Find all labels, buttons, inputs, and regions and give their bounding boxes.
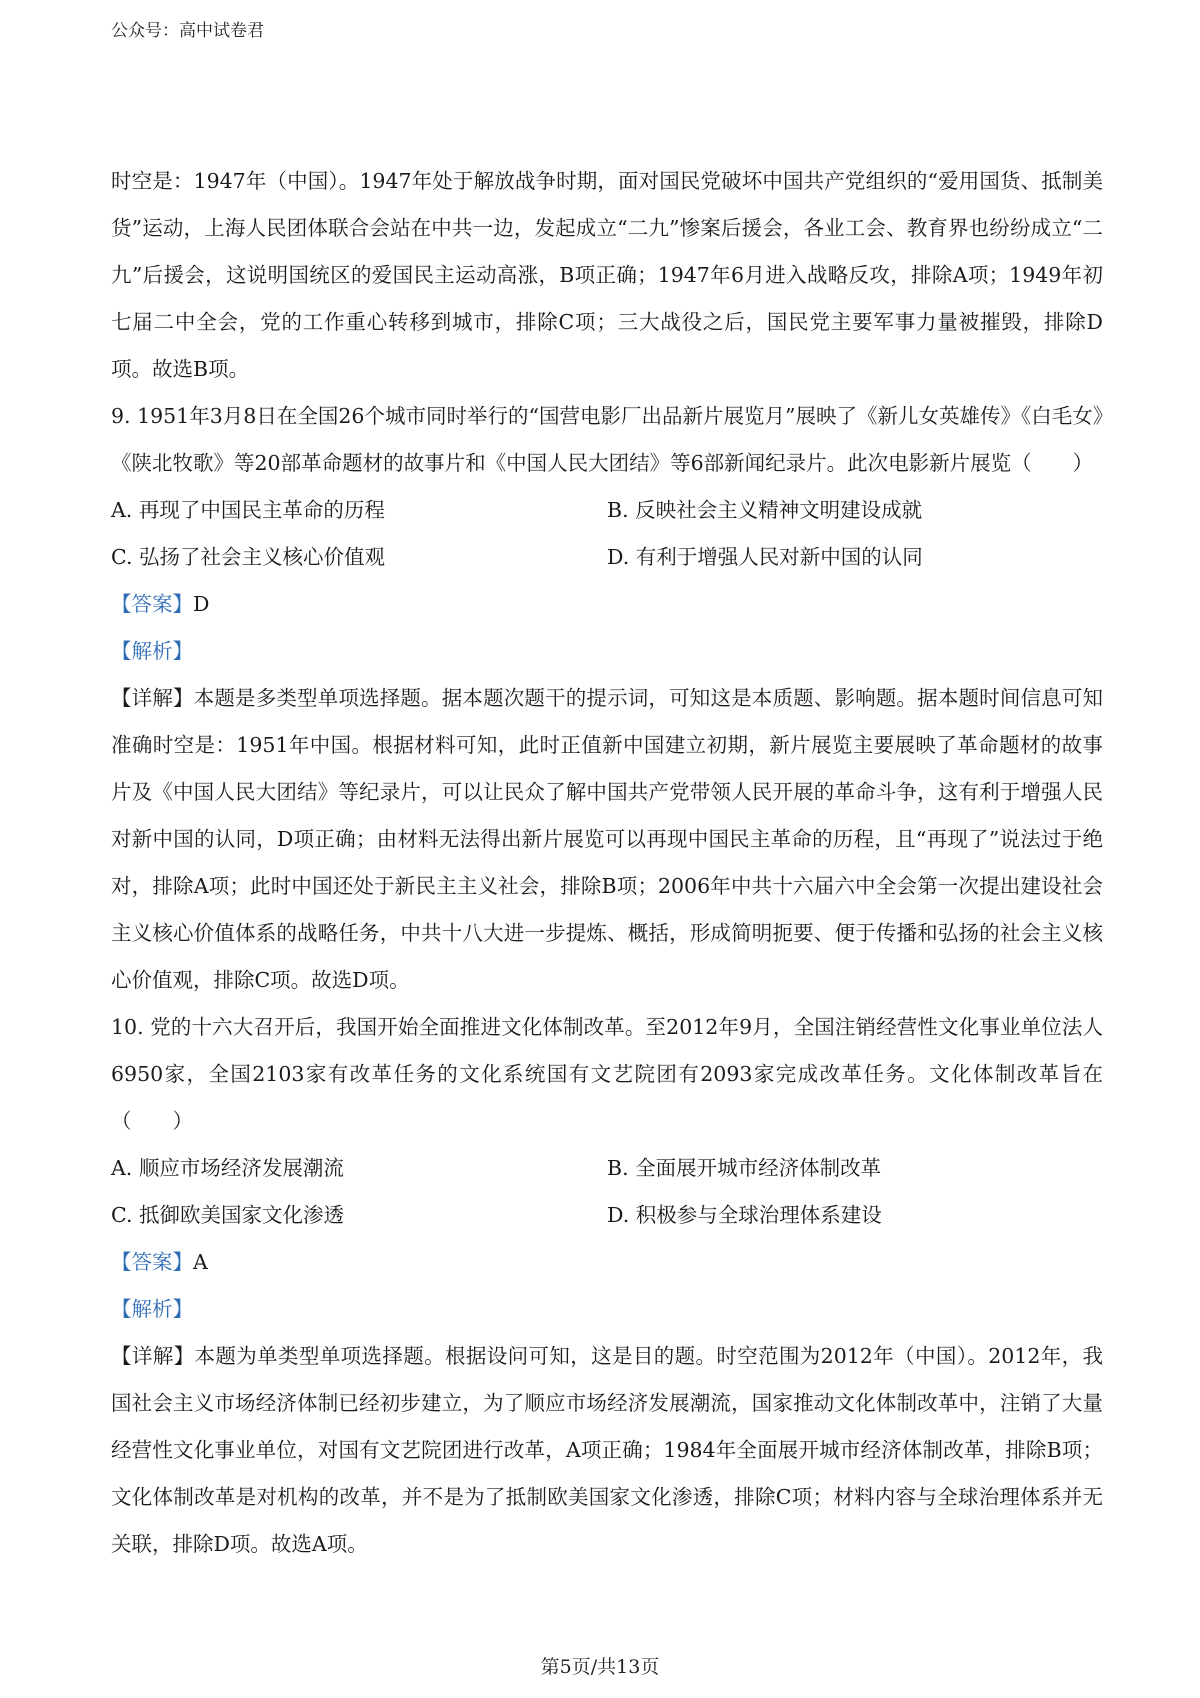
q9-detail-text: 本题是多类型单项选择题。据本题次题干的提示词，可知这是本质题、影响题。据本题时间信息可知准确时空是：1951年中国。根据材料可知，此时正值新中国建立初期，新片展览主要展映了革命题材的故事片及《中国人民大团结》等纪录片，可以让民众了解中国共产党带领人民开展的革命斗争，这有利于增强人民对新中国的认同，D项正确；由材料无法得出新片展览可以再现中国民主革命的历程，且“再现了”说法过于绝对，排除A项；此时中国还处于新民主主义社会，排除B项；2006年中共十六届六中全会第一次提出建设社会主义核心价值体系的战略任务，中共十八大进一步提炼、概括，形成简明扼要、便于传播和弘扬的社会主义核心价值观，排除C项。故选D项。 bbox=[111, 686, 1104, 992]
q10-option-c: C. 抵御欧美国家文化渗透 bbox=[111, 1203, 344, 1227]
q9-options-row-2 bbox=[111, 534, 1103, 581]
q10-detail-tag: 【详解】 bbox=[111, 1344, 195, 1368]
q10-option-a: A. 顺应市场经济发展潮流 bbox=[111, 1156, 344, 1180]
q10-option-b: B. 全面展开城市经济体制改革 bbox=[607, 1156, 882, 1180]
document-body bbox=[111, 158, 1103, 1568]
q10-option-d: D. 积极参与全球治理体系建设 bbox=[607, 1203, 882, 1227]
q9-option-c: C. 弘扬了社会主义核心价值观 bbox=[111, 545, 385, 569]
q9-detail bbox=[111, 675, 1103, 1004]
q9-stem: 9. 1951年3月8日在全国26个城市同时举行的“国营电影厂出品新片展览月”展映了《新儿女英雄传》《白毛女》《陕北牧歌》等20部革命题材的故事片和《中国人民大团结》等6部新闻纪录片。此次电影新片展览（ ） bbox=[111, 404, 1103, 475]
q10-options-row-1 bbox=[111, 1145, 1103, 1192]
q10-detail-text: 本题为单类型单项选择题。根据设问可知，这是目的题。时空范围为2012年（中国）。2012年，我国社会主义市场经济体制已经初步建立，为了顺应市场经济发展潮流，国家推动文化体制改革中，注销了大量经营性文化事业单位，对国有文艺院团进行改革，A项正确；1984年全面展开城市经济体制改革，排除B项；文化体制改革是对机构的改革，并不是为了抵制欧美国家文化渗透，排除C项；材料内容与全球治理体系并无关联，排除D项。故选A项。 bbox=[111, 1344, 1104, 1556]
q10-analysis-heading bbox=[111, 1286, 1103, 1333]
q10-answer bbox=[111, 1239, 1103, 1286]
q9-analysis-heading bbox=[111, 628, 1103, 675]
page-footer: 第5页/共13页 bbox=[540, 1656, 660, 1678]
q9-option-a: A. 再现了中国民主革命的历程 bbox=[111, 498, 385, 522]
q10-options-row-2 bbox=[111, 1192, 1103, 1239]
q10-analysis-tag: 【解析】 bbox=[111, 1297, 193, 1321]
q9-options-row-1 bbox=[111, 487, 1103, 534]
q9-option-b: B. 反映社会主义精神文明建设成就 bbox=[607, 498, 923, 522]
q9-answer bbox=[111, 581, 1103, 628]
page-header: 公众号：高中试卷君 bbox=[111, 21, 264, 41]
q9-answer-tag: 【答案】 bbox=[111, 592, 193, 616]
q10-detail bbox=[111, 1333, 1103, 1568]
q9-analysis-tag: 【解析】 bbox=[111, 639, 193, 663]
q9-detail-tag: 【详解】 bbox=[111, 686, 194, 710]
q9-option-d: D. 有利于增强人民对新中国的认同 bbox=[607, 545, 923, 569]
q8-explanation-tail: 时空是：1947年（中国）。1947年处于解放战争时期，面对国民党破坏中国共产党组织的“爱用国货、抵制美货”运动，上海人民团体联合会站在中共一边，发起成立“二九”惨案后援会，各业工会、教育界也纷纷成立“二九”后援会，这说明国统区的爱国民主运动高涨，B项正确；1947年6月进入战略反攻，排除A项；1949年初七届二中全会，党的工作重心转移到城市，排除C项；三大战役之后，国民党主要军事力量被摧毁，排除D项。故选B项。 bbox=[111, 169, 1103, 381]
q10-answer-value: A bbox=[193, 1250, 208, 1274]
q10-stem: 10. 党的十六大召开后，我国开始全面推进文化体制改革。至2012年9月，全国注销经营性文化事业单位法人6950家，全国2103家有改革任务的文化系统国有文艺院团有2093家完成改革任务。文化体制改革旨在（ ） bbox=[111, 1015, 1103, 1133]
q10-answer-tag: 【答案】 bbox=[111, 1250, 193, 1274]
q9-answer-value: D bbox=[193, 592, 210, 616]
